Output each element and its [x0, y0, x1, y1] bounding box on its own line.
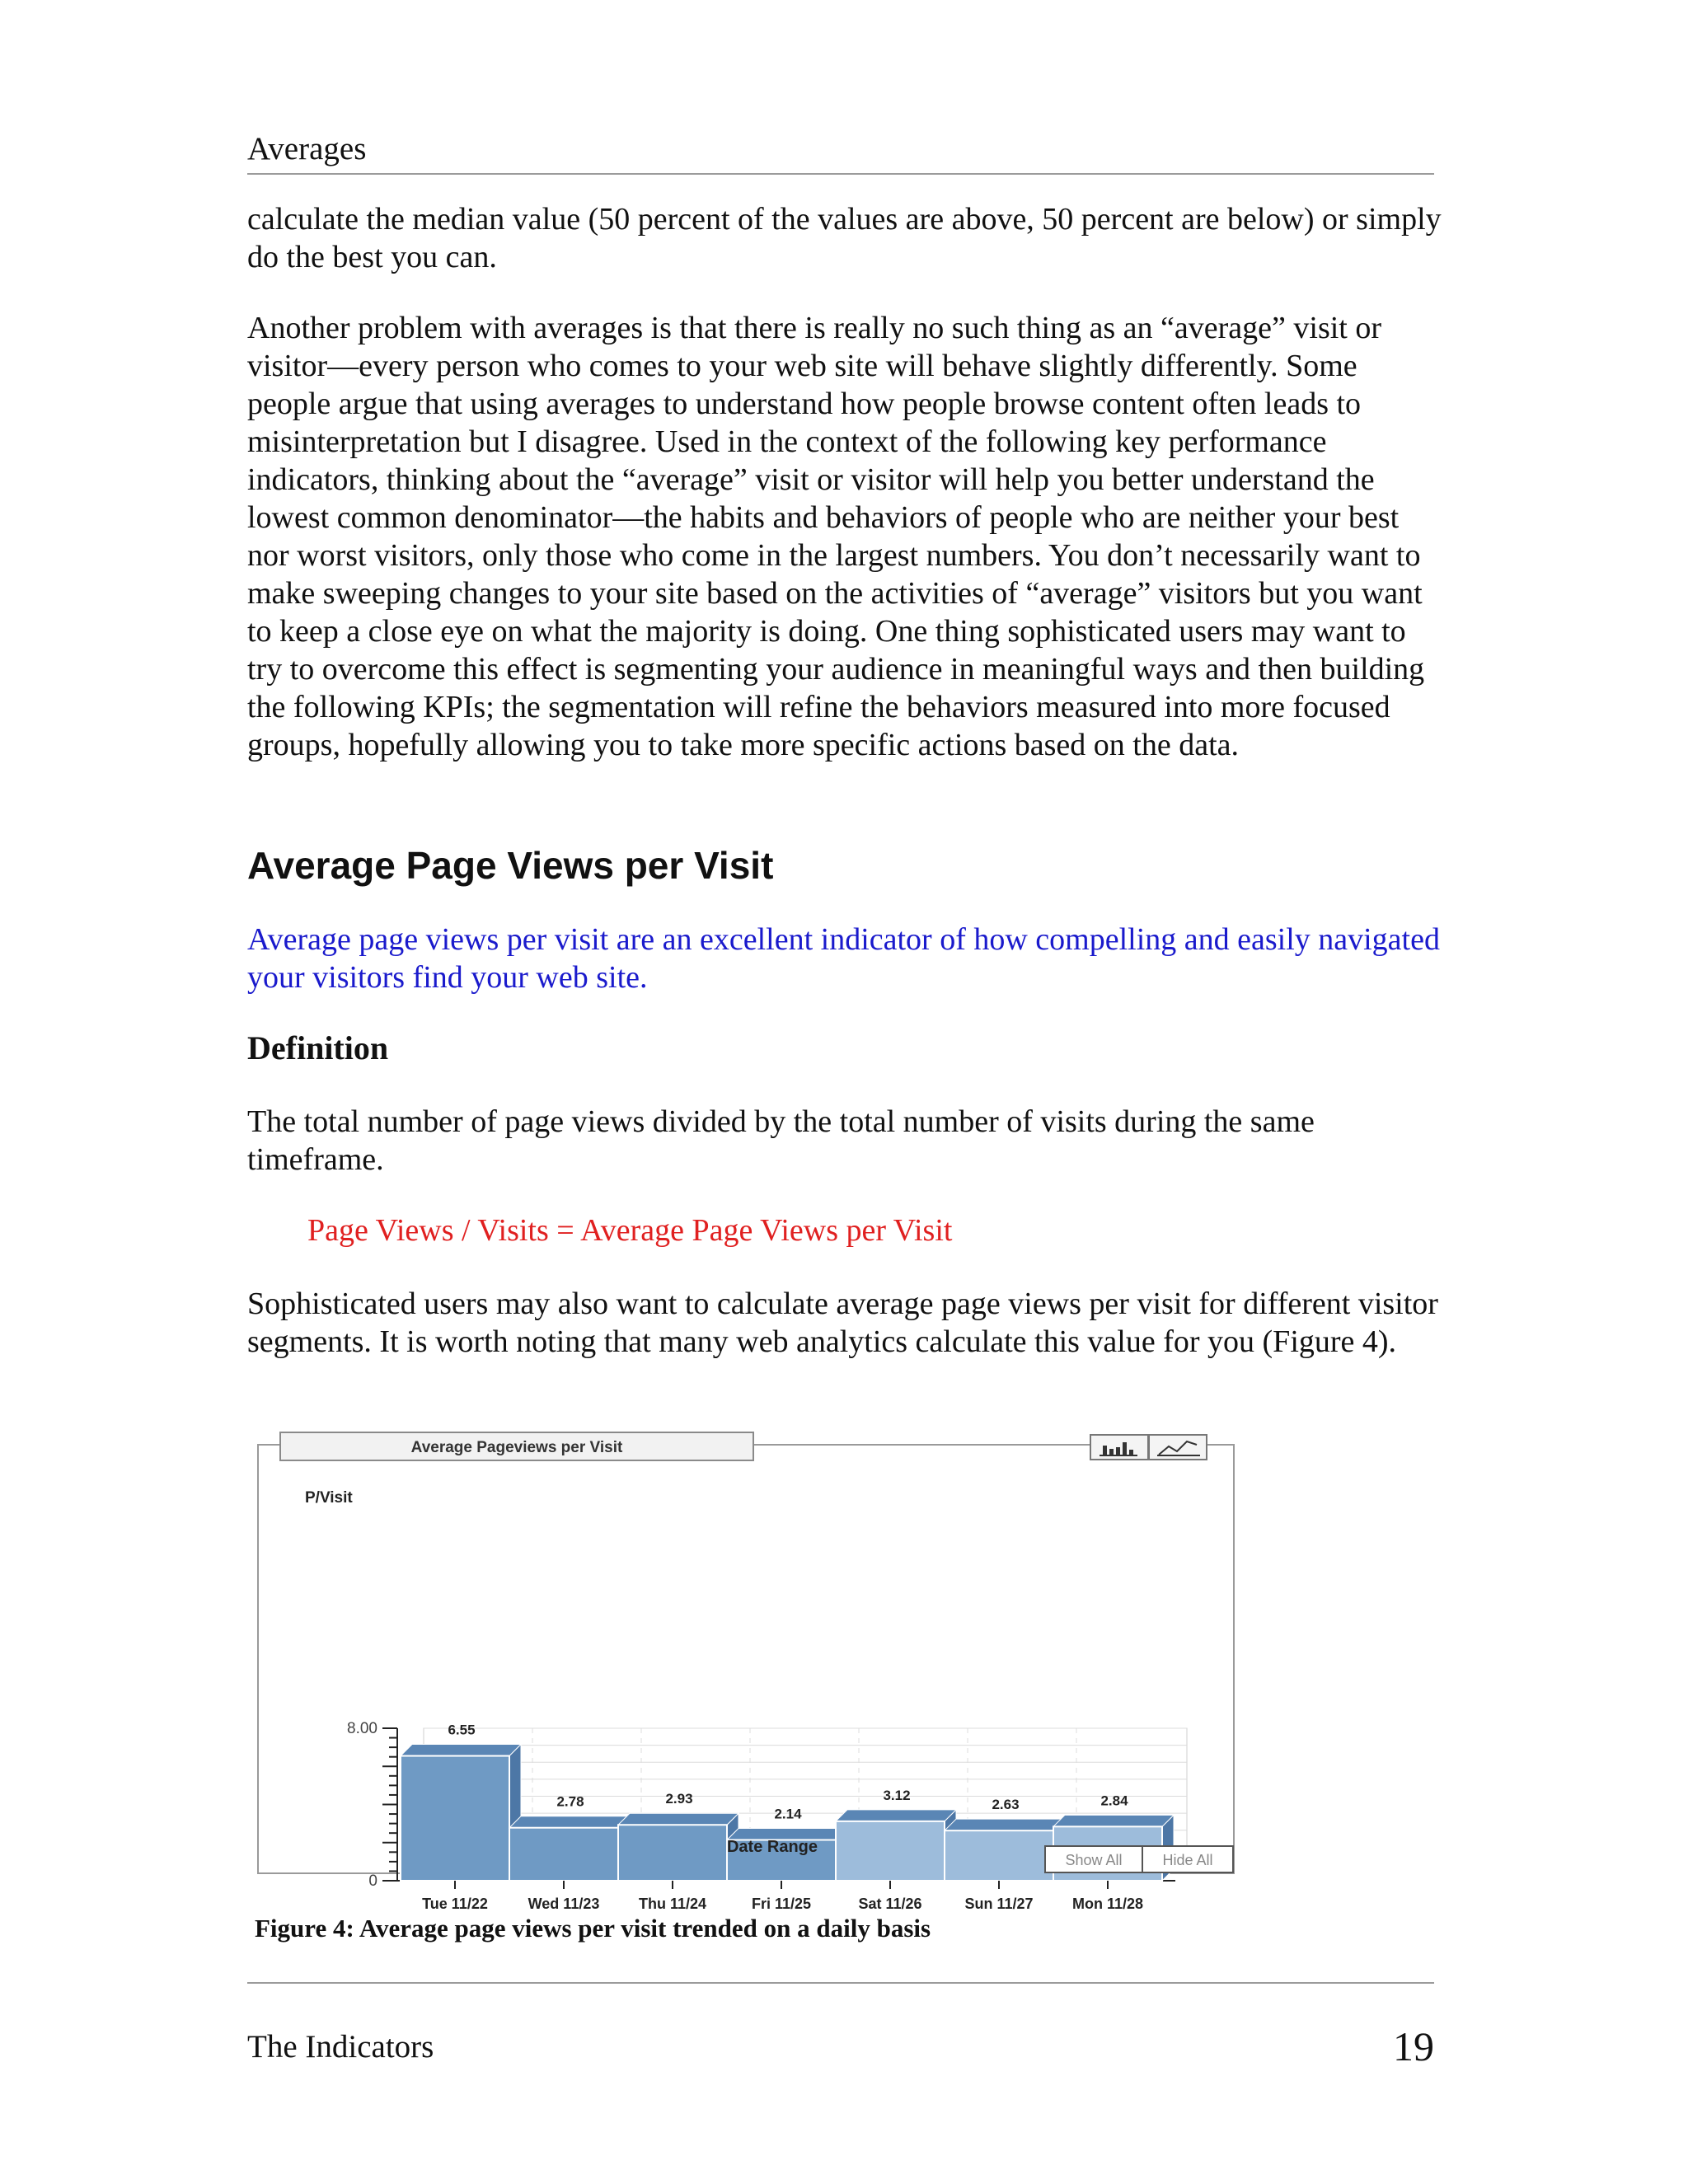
value-label: 2.78 — [556, 1793, 584, 1810]
y-tick-label-min: 0 — [368, 1872, 377, 1890]
x-tick-labels — [422, 1881, 1143, 1912]
bar-wed-11-23 — [509, 1816, 630, 1881]
x-tick-label: Mon 11/28 — [1071, 1896, 1144, 1912]
show-all-label: Show All — [1065, 1852, 1123, 1868]
section-lead: Average page views per visit are an excellent indicator of how compelling and easily navigated your visitors find your web site. — [247, 922, 1440, 995]
bar-front — [401, 1756, 509, 1881]
value-label: 2.84 — [1100, 1793, 1128, 1809]
paragraph-averages-problem: Another problem with averages is that there is really no such thing as an “average” visit or visitor—every person who comes to your web site will behave slightly differently. Some people argue that using averages to understand how people browse content often leads to misinterpretation but I disagree. Used in the context of the following key performance indicators, thinking about the “average” visit or visitor will help you better understand the lowest common denominator—the habits and behaviors of people who are neither your best nor worst visitors, only those who come in the largest numbers. You don’t necessarily want to make sweeping changes to your site based on the activities of “average” visitors but you want to keep a close eye on what the majority is doing. One thing sophisticated users may want to try to overcome this effect is segmenting your audience in meaningful ways and then building the following KPIs; the segmentation will refine the behaviors measured into more focused groups, hopefully allowing you to take more specific actions based on the data. — [247, 311, 1425, 762]
value-label: 2.63 — [992, 1797, 1020, 1813]
x-tick-label: Sat 11/26 — [858, 1896, 922, 1912]
bar-top — [401, 1745, 521, 1756]
header-rule — [247, 173, 1434, 175]
bar-front — [618, 1825, 727, 1881]
figure-caption: Figure 4: Average page views per visit trended on a daily basis — [255, 1914, 931, 1943]
formula: Page Views / Visits = Average Page Views per Visit — [307, 1213, 953, 1248]
show-all-button[interactable] — [1045, 1846, 1142, 1872]
footer-rule — [247, 1982, 1434, 1984]
bar-front — [945, 1830, 1053, 1881]
definition-text: The total number of page views divided by the total number of visits during the same timeframe. — [247, 1104, 1315, 1177]
running-header: Averages — [247, 131, 367, 166]
bar-top — [509, 1816, 630, 1828]
y-tick-label-max: 8.00 — [347, 1720, 377, 1737]
x-tick-label: Sun 11/27 — [964, 1896, 1034, 1912]
x-tick-label: Thu 11/24 — [638, 1896, 707, 1912]
line-chart-toggle-button[interactable] — [1149, 1435, 1207, 1460]
value-label: 2.14 — [774, 1806, 802, 1822]
bar-top — [1053, 1815, 1174, 1826]
value-label: 6.55 — [448, 1722, 476, 1738]
bar-front — [836, 1821, 945, 1881]
hide-all-button[interactable] — [1142, 1846, 1233, 1872]
bar-top — [836, 1810, 956, 1821]
bar-chart — [256, 1430, 1236, 1912]
page-number: 19 — [1393, 2023, 1434, 2069]
figure-chart — [256, 1430, 1236, 1912]
section-title: Average Page Views per Visit — [247, 844, 774, 887]
definition-heading: Definition — [247, 1029, 389, 1066]
bar-tue-11-22 — [401, 1745, 521, 1881]
paragraph-segments: Sophisticated users may also want to calculate average page views per visit for different visitor segments. It is worth noting that many web analytics calculate this value for you (Figure 4). — [247, 1286, 1438, 1359]
bar-top — [618, 1813, 738, 1825]
value-label: 3.12 — [883, 1787, 911, 1803]
x-tick-label: Wed 11/23 — [528, 1896, 600, 1912]
value-label: 2.93 — [665, 1791, 693, 1807]
chart-title: Average Pageviews per Visit — [410, 1439, 623, 1456]
bar-sat-11-26 — [836, 1810, 956, 1881]
paragraph-median: calculate the median value (50 percent of the values are above, 50 percent are below) or simply do the best you can. — [247, 202, 1442, 274]
x-tick-label: Tue 11/22 — [422, 1896, 488, 1912]
bar-thu-11-24 — [618, 1813, 738, 1881]
bar-front — [509, 1828, 618, 1881]
hide-all-label: Hide All — [1162, 1852, 1213, 1868]
y-axis-label: P/Visit — [305, 1489, 353, 1507]
footer-section-name: The Indicators — [247, 2029, 434, 2064]
bar-top — [945, 1819, 1065, 1830]
x-axis-label: Date Range — [726, 1838, 818, 1856]
x-tick-label: Fri 11/25 — [751, 1896, 812, 1912]
bar-chart-toggle-button[interactable] — [1090, 1435, 1148, 1460]
